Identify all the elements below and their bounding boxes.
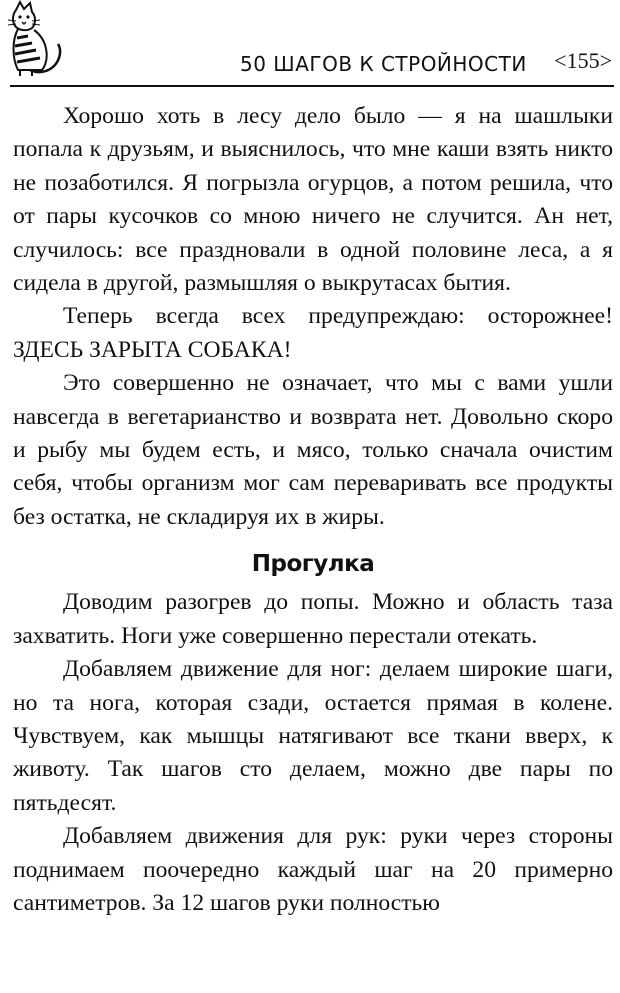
header-divider: [10, 85, 614, 87]
cat-icon: [2, 0, 70, 82]
paragraph: Хорошо хоть в лесу дело было — я на шашлыки попала к друзьям, и выяснилось, что мне каши взять никто не позаботился. Я погрызла огурцов, а потом решила, что от пары кусочков со мною ничего не случится. Ан нет, случилось: все праздновали в одной половине леса, а я сидела в другой, размышляя о выкрутасах бытия.: [13, 103, 613, 297]
paragraph: Это совершенно не означает, что мы с вами ушли навсегда в вегетарианство и возврата нет. Довольно скоро и рыбу мы будем есть, и мясо, только сначала очистим себя, чтобы организм мог сам переваривать все продукты без остатка, не складируя их в жиры.: [13, 370, 613, 530]
paragraph: Доводим разогрев до попы. Можно и область таза захватить. Ноги уже совершенно перестали отекать.: [13, 589, 613, 649]
page-number: <155>: [554, 48, 612, 73]
paragraph: Добавляем движения для рук: руки через стороны поднимаем поочередно каждый шаг на 20 примерно сантиметров. За 12 шагов руки полностью: [13, 823, 613, 916]
section-title: Прогулка: [251, 551, 375, 578]
body-text: [13, 100, 613, 920]
paragraph: Теперь всегда всех предупреждаю: осторожнее! ЗДЕСЬ ЗАРЫТА СОБАКА!: [13, 303, 613, 363]
paragraph: Добавляем движение для ног: делаем широкие шаги, но та нога, которая сзади, остается прямая в колене. Чувствуем, как мышцы натягивают все ткани вверх, к животу. Так шагов сто делаем, можно две пары по пятьдесят.: [13, 656, 613, 816]
running-title: 50 ШАГОВ К СТРОЙНОСТИ: [240, 52, 527, 76]
